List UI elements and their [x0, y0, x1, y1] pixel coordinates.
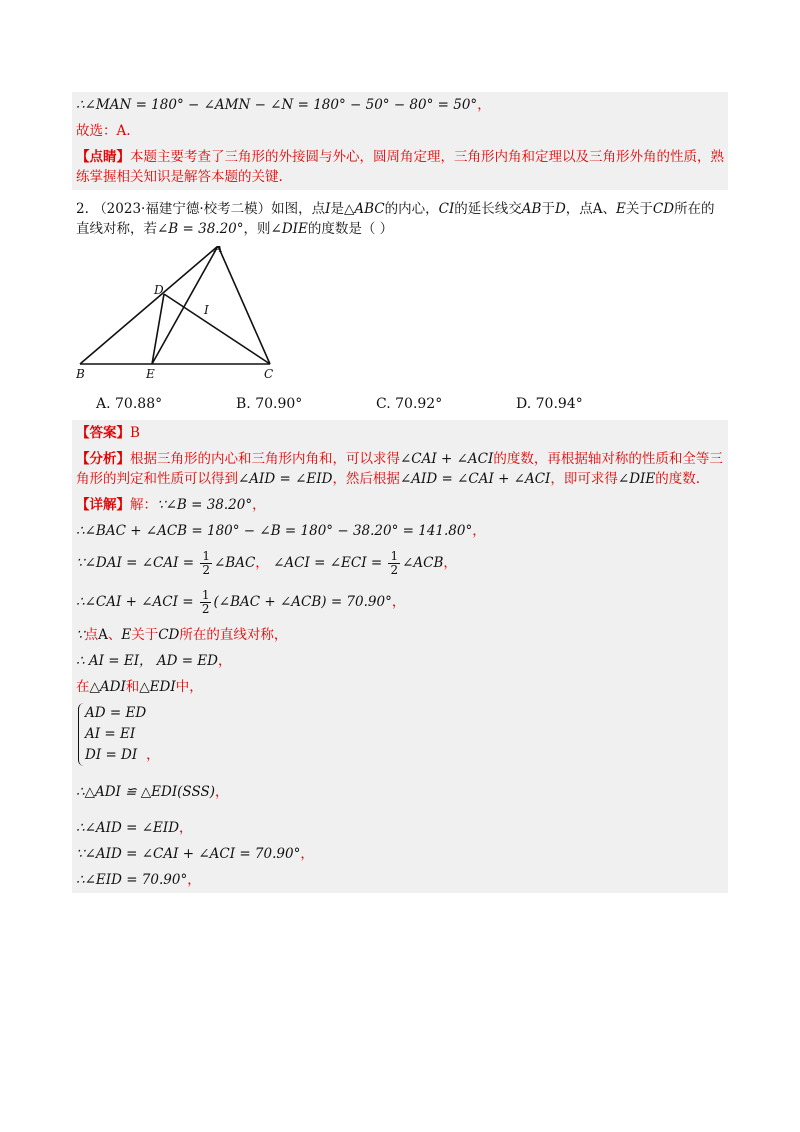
detail-step: 在△ADI和△EDI中， — [76, 679, 203, 695]
detail-step: ∵∠DAI = ∠CAI = $\frac{1}{2}$ ∠BAC， ∠ACI = ∠ECI = $\frac{1}{2}$ ∠ACB， — [76, 549, 457, 577]
detail-start: 【详解】解：∵∠B = 38.20°， — [76, 497, 266, 513]
detail-system: AD = ED AI = EI DI = DI ， — [72, 700, 728, 769]
detail-step: ∵∠AID = ∠CAI + ∠ACI = 70.90°， — [76, 846, 314, 862]
option-a[interactable]: A. 70.88° — [96, 396, 163, 412]
fraction-half: $\frac{1}{2}$ — [201, 588, 210, 616]
segment-ba — [80, 246, 218, 364]
option-c[interactable]: C. 70.92° — [376, 396, 443, 412]
geometry-figure — [76, 246, 728, 390]
detail-step: ∴ AI = EI， AD = ED， — [76, 653, 232, 669]
fraction-half: $\frac{1}{2}$ — [390, 549, 399, 577]
equation-system: AD = ED AI = EI DI = DI — [78, 703, 146, 766]
comment-tag: 【点睛】 — [76, 149, 130, 165]
comment-text: 本题主要考查了三角形的外接圆与外心，圆周角定理，三角形内角和定理以及三角形外角的性质，熟练掌握相关知识是解答本题的关键. — [76, 149, 724, 185]
label-d: D — [154, 283, 164, 297]
detail-step: ∵点A、E关于CD所在的直线对称， — [76, 627, 288, 643]
solution-line: ∴∠MAN = 180° − ∠AMN − ∠N = 180° − 50° − 80° = 50°， — [76, 97, 491, 113]
label-b: B — [76, 367, 85, 381]
option-b[interactable]: B. 70.90° — [236, 396, 303, 412]
previous-solution-block — [72, 92, 728, 190]
detail-step: ∴∠CAI + ∠ACI = $\frac{1}{2}$ (∠BAC + ∠ACB) = 70.90°， — [76, 588, 406, 616]
comment-block — [72, 144, 728, 190]
detail-step: ∴△ADI ≌ △EDI(SSS)， — [76, 784, 229, 800]
solution-block — [72, 420, 728, 893]
detail-step: ∴∠BAC + ∠ACB = 180° − ∠B = 180° − 38.20° = 141.80°， — [76, 523, 486, 539]
answer-line: 【答案】B — [76, 425, 140, 441]
answer-options — [72, 390, 728, 420]
document-page — [72, 92, 728, 893]
choice-line: 故选：A. — [76, 123, 131, 139]
detail-step: ∴∠EID = 70.90°， — [76, 872, 201, 888]
label-c: C — [264, 367, 274, 381]
label-i: I — [204, 303, 209, 317]
detail-step: ∴∠AID = ∠EID， — [76, 820, 193, 836]
fraction-half: $\frac{1}{2}$ — [202, 549, 210, 577]
option-d[interactable]: D. 70.94° — [516, 396, 583, 412]
equation: ∴∠MAN = 180° − ∠AMN − ∠N = 180° − 50° − 80° = 50° — [76, 97, 478, 113]
label-e: E — [146, 367, 155, 381]
analysis-block: 【分析】根据三角形的内心和三角形内角和，可以求得∠CAI + ∠ACI的度数，再根据轴对称的性质和全等三角形的判定和性质可以得到∠AID = ∠EID，然后根据∠AID = ∠CAI + ∠ACI，即可求得∠DIE的度数. — [76, 451, 723, 487]
triangle-diagram — [76, 246, 296, 386]
label-a: A — [214, 246, 223, 255]
question-text: 2. （2023·福建宁德·校考二模）如图，点I是△ABC的内心，CI的延长线交AB于D，点A、E关于CD所在的直线对称，若∠B = 38.20°，则∠DIE的度数是（ ） — [76, 201, 715, 237]
